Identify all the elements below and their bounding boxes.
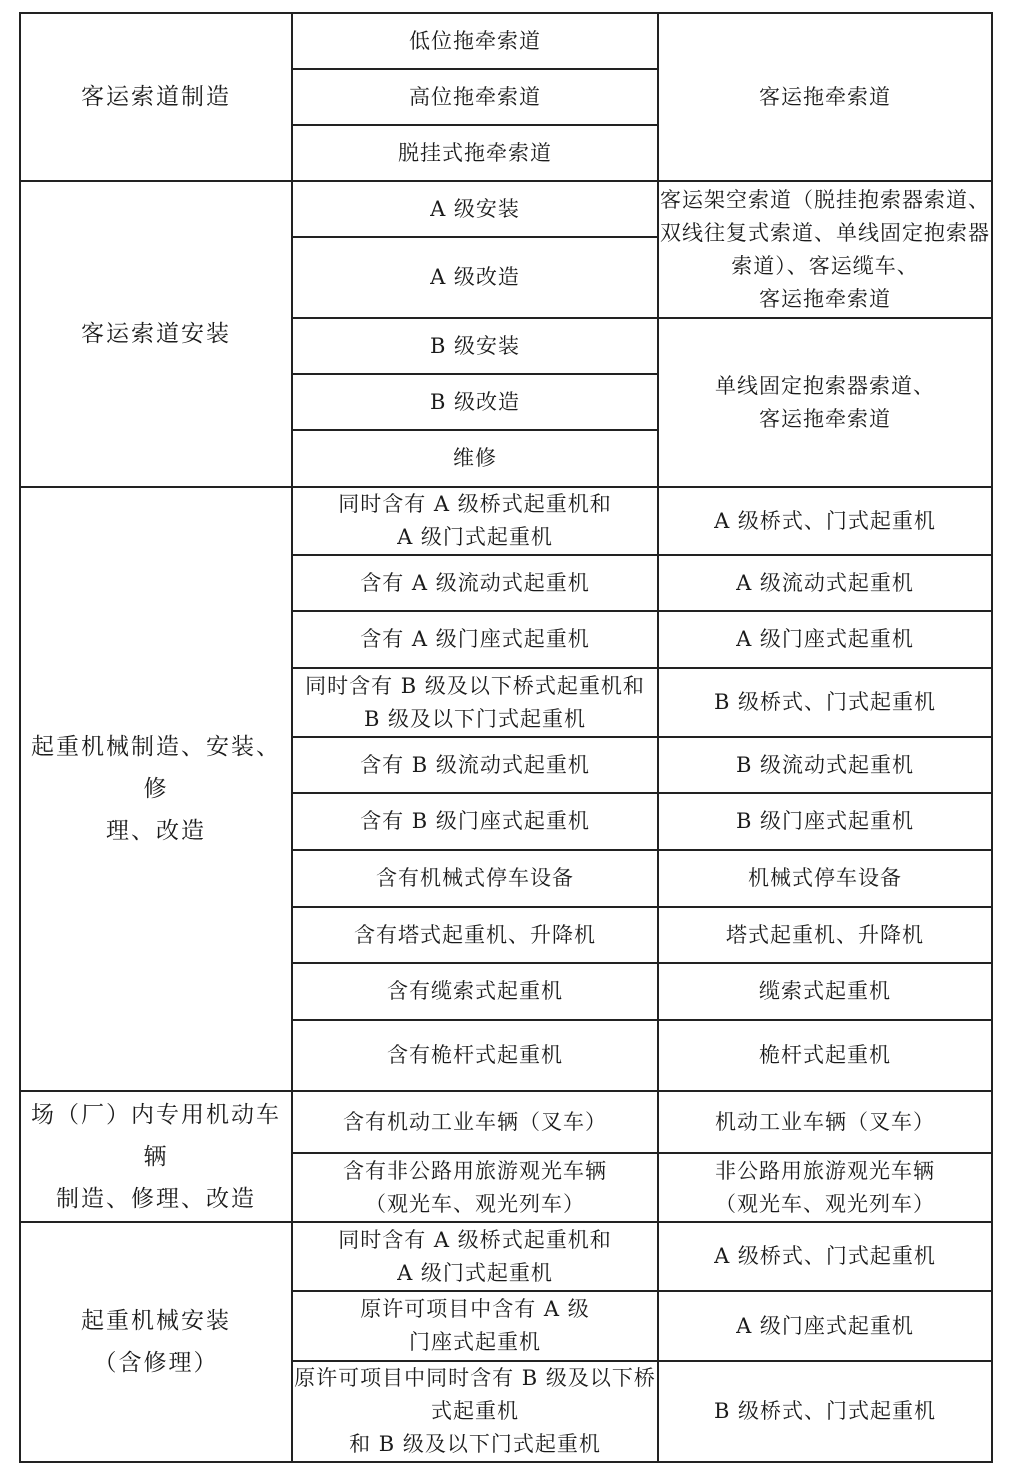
table-border	[19, 1221, 993, 1223]
scope-cell: 客运架空索道（脱挂抱索器索道、 双线往复式索道、单线固定抱索器 索道）、客运缆车、 客运拖牵索道	[660, 187, 990, 311]
table-border	[292, 124, 658, 126]
project-cell: 含有非公路用旅游观光车辆 （观光车、观光列车）	[343, 1158, 607, 1216]
project-cell: 原许可项目中含有 A 级 门座式起重机	[360, 1297, 590, 1354]
project-cell: 含有缆索式起重机	[387, 979, 563, 1003]
project-cell: 含有桅杆式起重机	[387, 1043, 563, 1067]
scope-cell: 机动工业车辆（叉车）	[715, 1109, 935, 1134]
scope-cell: 非公路用旅游观光车辆 （观光车、观光列车）	[715, 1158, 935, 1216]
category-cell: 客运索道制造	[81, 84, 231, 110]
table-border	[292, 1290, 992, 1292]
scope-cell: 机械式停车设备	[748, 866, 902, 890]
category-cell: 场（厂）内专用机动车辆 制造、修理、改造	[31, 1101, 281, 1212]
table-border	[292, 429, 658, 431]
project-cell: 低位拖牵索道	[409, 28, 541, 53]
scope-cell: 缆索式起重机	[759, 979, 891, 1003]
table-border	[292, 68, 658, 70]
project-cell: 含有 A 级流动式起重机	[360, 570, 590, 595]
table-border	[292, 736, 992, 738]
project-cell: 含有机动工业车辆（叉车）	[343, 1109, 607, 1134]
scope-cell: B 级门座式起重机	[735, 809, 915, 833]
table-border	[19, 180, 993, 182]
project-cell: 脱挂式拖牵索道	[398, 140, 552, 165]
project-cell: 含有机械式停车设备	[376, 866, 574, 890]
scope-cell: B 级桥式、门式起重机	[713, 1399, 937, 1423]
scope-cell: 单线固定抱索器索道、 客运拖牵索道	[715, 373, 935, 431]
table-border	[292, 317, 992, 319]
table-border	[19, 1090, 993, 1092]
project-cell: 含有 B 级流动式起重机	[360, 752, 590, 777]
scope-cell: A 级门座式起重机	[736, 1313, 914, 1338]
scope-cell: 桅杆式起重机	[759, 1043, 891, 1067]
scope-cell: B 级流动式起重机	[735, 752, 915, 777]
table-border	[19, 12, 993, 14]
category-cell: 起重机械制造、安装、修 理、改造	[31, 734, 281, 844]
table-border	[19, 486, 993, 488]
table-border	[292, 1019, 992, 1021]
category-cell: 客运索道安装	[81, 321, 231, 347]
table-border	[19, 12, 21, 1463]
table-border	[292, 906, 992, 908]
scope-cell: A 级流动式起重机	[736, 570, 914, 595]
scope-cell: A 级桥式、门式起重机	[714, 1244, 936, 1268]
scope-cell: A 级门座式起重机	[736, 627, 914, 651]
project-cell: A 级改造	[430, 265, 520, 289]
project-cell: 含有 A 级门座式起重机	[360, 627, 590, 651]
table-border	[292, 849, 992, 851]
table-border	[292, 1152, 992, 1154]
table-border	[292, 610, 992, 612]
table-border	[292, 792, 992, 794]
project-cell: 含有 B 级门座式起重机	[360, 809, 590, 833]
project-cell: 同时含有 A 级桥式起重机和 A 级门式起重机	[338, 492, 612, 549]
scope-cell: 客运拖牵索道	[759, 84, 891, 109]
scope-cell: A 级桥式、门式起重机	[714, 508, 936, 533]
project-cell: 同时含有 B 级及以下桥式起重机和 B 级及以下门式起重机	[305, 673, 645, 731]
project-cell: A 级安装	[430, 196, 520, 221]
scope-cell: 塔式起重机、升降机	[726, 922, 924, 947]
category-cell: 起重机械安装 （含修理）	[81, 1308, 231, 1376]
table-border	[292, 236, 658, 238]
table-border	[292, 1360, 992, 1362]
table-border	[292, 373, 658, 375]
project-cell: B 级安装	[429, 333, 521, 358]
project-cell: 含有塔式起重机、升降机	[354, 922, 596, 947]
project-cell: 同时含有 A 级桥式起重机和 A 级门式起重机	[338, 1227, 612, 1285]
project-cell: 原许可项目中同时含有 B 级及以下桥 式起重机 和 B 级及以下门式起重机	[294, 1366, 656, 1456]
scope-cell: B 级桥式、门式起重机	[713, 690, 937, 714]
project-cell: 高位拖牵索道	[409, 84, 541, 109]
table-border	[292, 962, 992, 964]
project-cell: B 级改造	[429, 389, 521, 414]
project-cell: 维修	[453, 446, 497, 470]
table-border	[19, 1461, 993, 1463]
table-border	[292, 667, 992, 669]
table-border	[292, 554, 992, 556]
